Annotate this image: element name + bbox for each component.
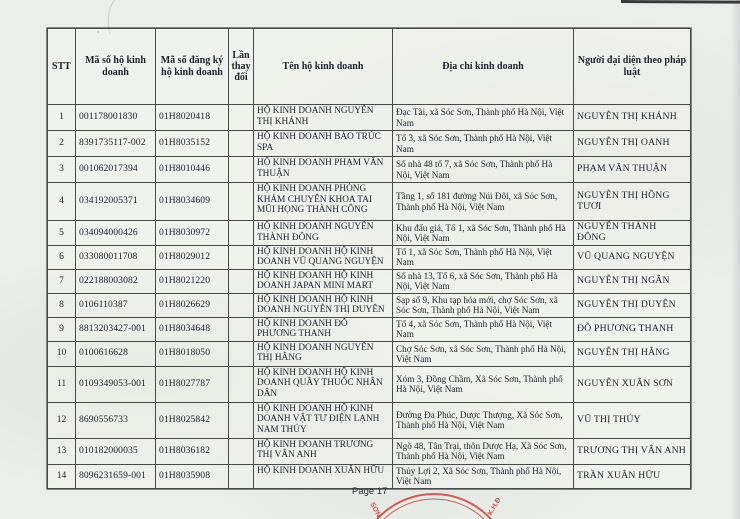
cell-stt: 9 (48, 317, 76, 341)
cell-change-count (229, 293, 254, 317)
cell-registration-code: 01H8034609 (156, 183, 229, 221)
cell-legal-representative: NGUYỄN THỊ HẰNG (574, 341, 691, 366)
cell-registration-code: 01H8020418 (156, 105, 229, 131)
cell-business-address: Đạc Tài, xã Sóc Sơn, Thành phố Hà Nội, Việt Nam (393, 105, 574, 131)
table-row (48, 317, 691, 341)
cell-legal-representative: PHẠM VĂN THUẬN (574, 157, 691, 183)
header-business-address: Địa chỉ kinh doanh (393, 29, 574, 105)
cell-stt: 6 (48, 245, 76, 269)
cell-business-code: 0100616628 (76, 341, 156, 366)
cell-business-code: 001178001830 (76, 105, 156, 131)
table-row (48, 157, 691, 183)
cell-change-count (229, 221, 254, 246)
cell-legal-representative: NGUYỄN THÀNH ĐÔNG (574, 221, 691, 246)
cell-registration-code: 01H8035152 (156, 131, 229, 157)
table-row (48, 105, 691, 131)
cell-business-address: Số nhà 48 tổ 7, xã Sóc Sơn, Thành phố Hà Nội, Việt Nam (393, 157, 574, 183)
cell-business-name: HỘ KINH DOANH NGUYỄN THỊ HẰNG (254, 341, 393, 366)
cell-legal-representative: ĐỖ PHƯƠNG THANH (574, 317, 691, 341)
cell-business-code: 034192005371 (76, 183, 156, 221)
cell-legal-representative: NGUYỄN THỊ KHÁNH (574, 105, 691, 131)
stamp-text-left-arc: SƠN (368, 501, 382, 519)
cell-business-name: HỘ KINH DOANH BẢO TRÚC SPA (254, 131, 393, 157)
table-row (48, 183, 691, 221)
header-legal-representative: Người đại diện theo pháp luật (574, 29, 691, 105)
cell-business-name: HỘ KINH DOANH PHÒNG KHÁM CHUYÊN KHOA TAI MŨI HỌNG THÀNH CÔNG (254, 183, 393, 221)
cell-legal-representative: NGUYỄN THỊ NGÂN (574, 269, 691, 293)
cell-legal-representative: VŨ THỊ THÚY (574, 402, 691, 438)
cell-change-count (229, 402, 254, 438)
cell-business-address: Xóm 3, Đồng Chầm, Xã Sóc Sơn, Thành phố Hà Nội, Việt Nam (393, 366, 574, 402)
cell-registration-code: 01H8025842 (156, 402, 229, 438)
cell-business-address: Tổ 4, xã Sóc Sơn, Thành phố Hà Nội, Việt Nam (393, 317, 574, 341)
cell-business-address: Ngõ 48, Tân Trại, thôn Dược Hạ, Xã Sóc Sơn, Thành phố Hà Nội, Việt Nam (393, 438, 574, 464)
cell-registration-code: 01H8029012 (156, 245, 229, 269)
cell-registration-code: 01H8027787 (156, 366, 229, 402)
cell-business-name: HỘ KINH DOANH NGUYỄN THÀNH ĐÔNG (254, 221, 393, 246)
cell-business-code: 010182000035 (76, 438, 156, 464)
cell-business-code: 8096231659-001 (76, 464, 156, 488)
scan-edge-shadow (731, 0, 740, 519)
cell-change-count (229, 105, 254, 131)
cell-registration-code: 01H8030972 (156, 221, 229, 246)
cell-stt: 11 (48, 366, 76, 402)
cell-change-count (229, 366, 254, 402)
cell-stt: 14 (48, 464, 76, 488)
cell-legal-representative: NGUYỄN THỊ HỒNG TƯƠI (574, 183, 691, 221)
cell-stt: 12 (48, 402, 76, 438)
table-row (48, 438, 691, 464)
cell-business-code: 033080011708 (76, 245, 156, 269)
cell-stt: 3 (48, 157, 76, 183)
cell-stt: 10 (48, 341, 76, 366)
cell-business-address: Tổ 3, xã Sóc Sơn, Thành phố Hà Nội, Việt Nam (393, 131, 574, 157)
header-stt: STT (48, 29, 76, 105)
cell-legal-representative: NGUYỄN THỊ OANH (574, 131, 691, 157)
cell-registration-code: 01H8036182 (156, 438, 229, 464)
table-header (48, 29, 691, 105)
cell-business-address: Số nhà 13, Tổ 6, xã Sóc Sơn, Thành phố Hà Nội, Việt Nam (393, 269, 574, 293)
cell-legal-representative: TRẦN XUÂN HỮU (574, 464, 691, 488)
cell-change-count (229, 157, 254, 183)
cell-business-address: Thủy Lợi 2, Xã Sóc Sơn, Thành phố Hà Nội, Việt Nam (393, 464, 574, 488)
cell-business-address: Tầng 1, số 181 đường Núi Đôi, xã Sóc Sơn, Thành phố Hà Nội, Việt Nam (393, 183, 574, 221)
cell-business-code: 001062017394 (76, 157, 156, 183)
cell-business-name: HỘ KINH DOANH PHẠM VĂN THUẬN (254, 157, 393, 183)
cell-business-address: Đường Đa Phúc, Dược Thượng, Xã Sóc Sơn, Thành phố Hà Nội, Việt Nam (393, 402, 574, 438)
cell-stt: 4 (48, 183, 76, 221)
cell-change-count (229, 269, 254, 293)
cell-business-address: Chợ Sóc Sơn, xã Sóc Sơn, Thành phố Hà Nội, Việt Nam (393, 341, 574, 366)
cell-legal-representative: NGUYỄN XUÂN SƠN (574, 366, 691, 402)
cell-business-name: HỘ KINH DOANH HỘ KINH DOANH JAPAN MINI MART (254, 269, 393, 293)
cell-registration-code: 01H8034648 (156, 317, 229, 341)
cell-change-count (229, 245, 254, 269)
cell-change-count (229, 464, 254, 488)
cell-registration-code: 01H8026629 (156, 293, 229, 317)
cell-business-address: Khu đấu giá, Tổ 1, xã Sóc Sơn, Thành phố Hà Nội, Việt Nam (393, 221, 574, 246)
cell-business-name: HỘ KINH DOANH HỘ KINH DOANH VẬT TƯ ĐIỆN LẠNH NAM THÚY (254, 402, 393, 438)
cell-registration-code: 01H8021220 (156, 269, 229, 293)
header-registration-code: Mã số đăng ký hộ kinh doanh (156, 29, 229, 105)
cell-stt: 8 (48, 293, 76, 317)
cell-business-name: HỘ KINH DOANH HỘ KINH DOANH NGUYỄN THỊ DUYÊN (254, 293, 393, 317)
cell-business-address: Tổ 1, xã Sóc Sơn, Thành phố Hà Nội, Việt Nam (393, 245, 574, 269)
table-row (48, 366, 691, 402)
cell-business-name: HỘ KINH DOANH HỘ KINH DOANH QUẦY THUỐC NHÂN DÂN (254, 366, 393, 402)
cell-business-code: 0106110387 (76, 293, 156, 317)
table-row (48, 341, 691, 366)
cell-registration-code: 01H8010446 (156, 157, 229, 183)
cell-stt: 2 (48, 131, 76, 157)
cell-business-code: 034094000426 (76, 221, 156, 246)
cell-stt: 7 (48, 269, 76, 293)
cell-change-count (229, 183, 254, 221)
table-row (48, 293, 691, 317)
cell-business-code: 0109349053-001 (76, 366, 156, 402)
cell-legal-representative: NGUYỄN THỊ DUYÊN (574, 293, 691, 317)
cell-change-count (229, 131, 254, 157)
header-business-name: Tên hộ kinh doanh (254, 29, 393, 105)
cell-business-code: 8690556733 (76, 402, 156, 438)
cell-business-code: 8813203427-001 (76, 317, 156, 341)
cell-stt: 5 (48, 221, 76, 246)
page-number: Page 17 (352, 486, 388, 497)
cell-business-name: HỘ KINH DOANH NGUYỄN THỊ KHÁNH (254, 105, 393, 131)
table-row (48, 402, 691, 438)
table-row (48, 269, 691, 293)
cell-registration-code: 01H8018050 (156, 341, 229, 366)
cell-stt: 1 (48, 105, 76, 131)
cell-business-code: 022188003082 (76, 269, 156, 293)
cell-business-name: HỘ KINH DOANH HỘ KINH DOANH VŨ QUANG NGUYỆN (254, 245, 393, 269)
cell-business-name: HỘ KINH DOANH TRƯƠNG THỊ VÂN ANH (254, 438, 393, 464)
cell-change-count (229, 438, 254, 464)
cell-business-address: Sạp số 9, Khu tạp hóa mới, chợ Sóc Sơn, xã Sóc Sơn, Thành phố Hà Nội, Việt Nam (393, 293, 574, 317)
cell-business-name: HỘ KINH DOANH XUÂN HỮU (254, 464, 393, 488)
cell-registration-code: 01H8035908 (156, 464, 229, 488)
cell-change-count (229, 317, 254, 341)
cell-change-count (229, 341, 254, 366)
cell-legal-representative: TRƯƠNG THỊ VÂN ANH (574, 438, 691, 464)
cell-business-name: HỘ KINH DOANH ĐỖ PHƯƠNG THANH (254, 317, 393, 341)
cell-legal-representative: VŨ QUANG NGUYỆN (574, 245, 691, 269)
table-row (48, 131, 691, 157)
header-change-count: Lần thay đổi (229, 29, 254, 105)
cell-stt: 13 (48, 438, 76, 464)
business-household-table (47, 28, 691, 489)
scan-artifact-line (621, 0, 740, 4)
stamp-text-right-arc: K.H.Đ (486, 496, 503, 517)
table-row (48, 245, 691, 269)
cell-business-code: 8391735117-002 (76, 131, 156, 157)
table-row (48, 221, 691, 246)
table-row (48, 464, 691, 488)
header-business-code: Mã số hộ kinh doanh (76, 29, 156, 105)
table-body (48, 105, 691, 489)
